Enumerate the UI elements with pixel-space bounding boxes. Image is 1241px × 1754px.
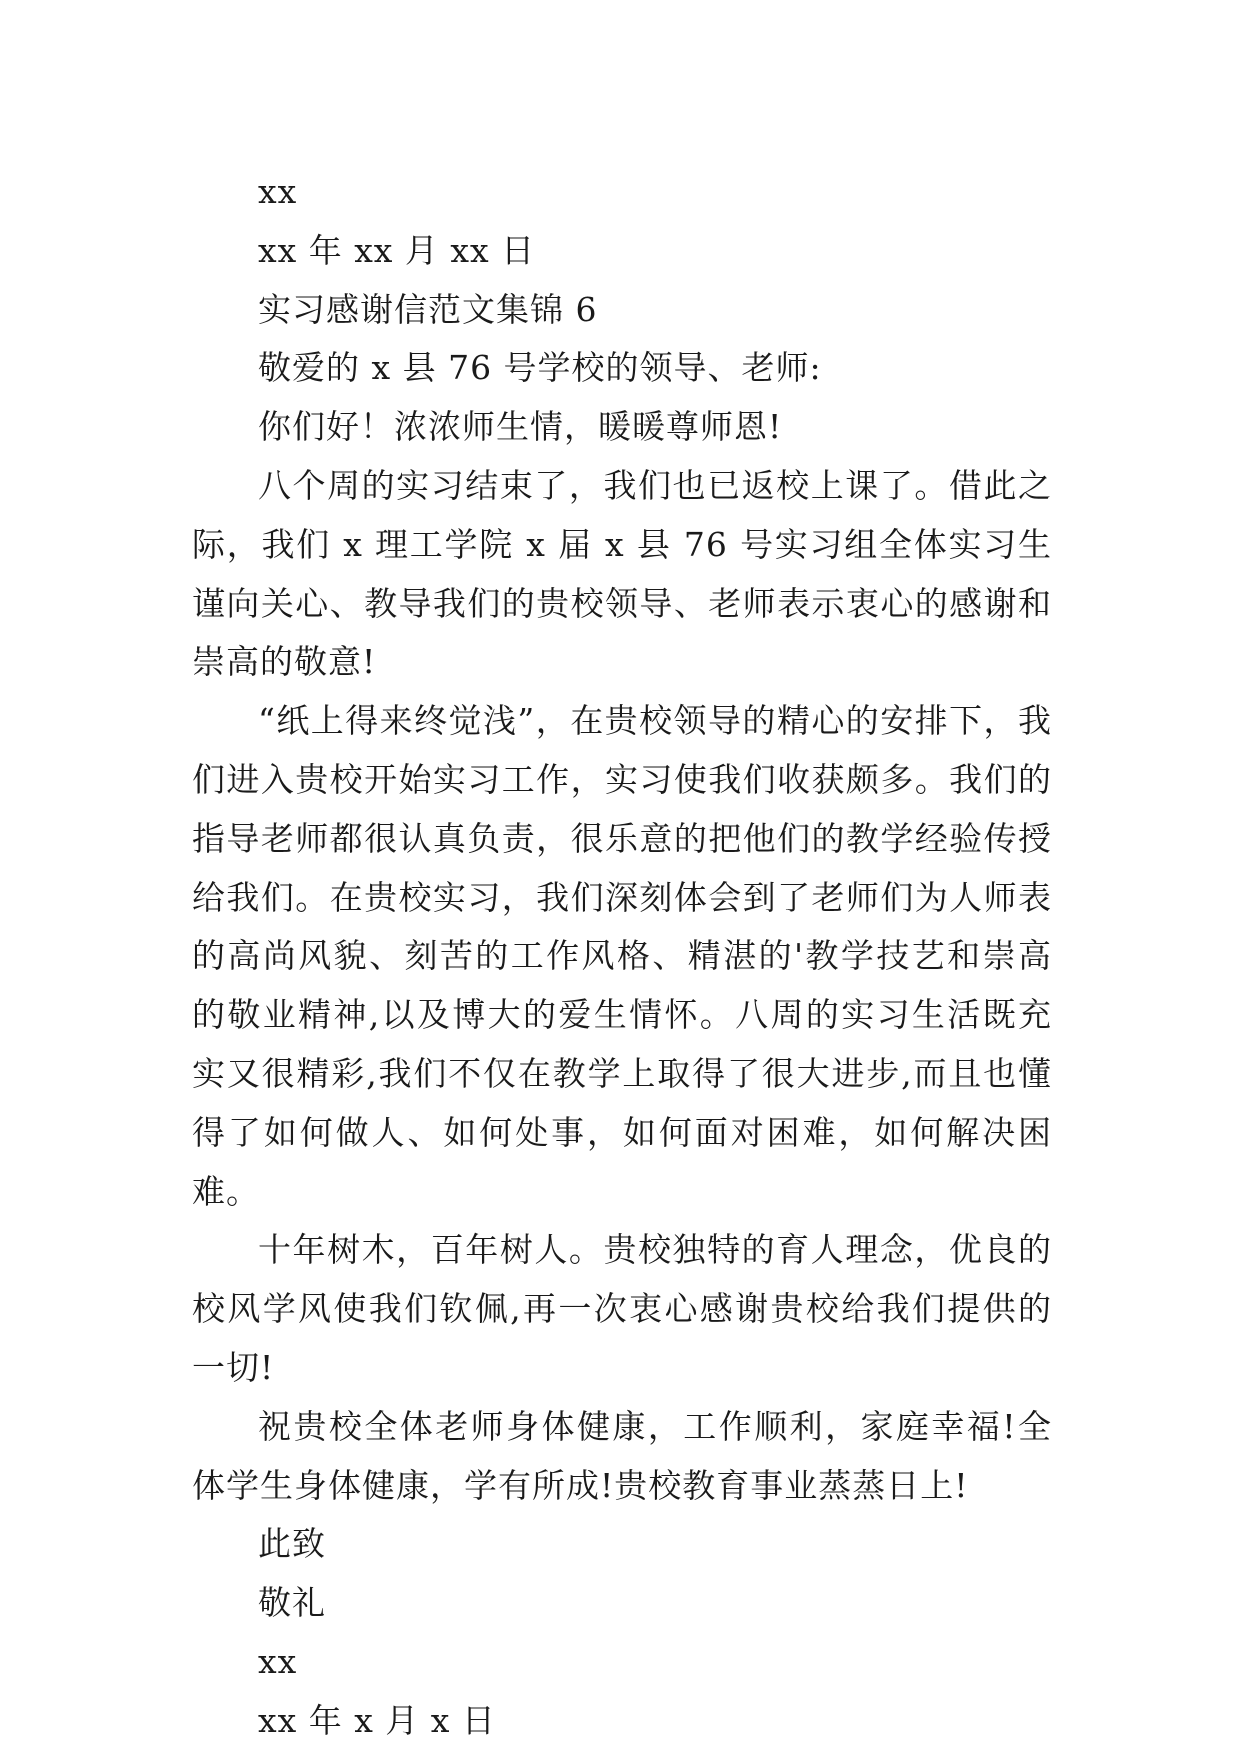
salutation: 敬爱的 x 县 76 号学校的领导、老师: xyxy=(258,348,822,388)
paragraph: 十年树木，百年树人。贵校独特的育人理念，优良的校风学风使我们钦佩,再一次衷心感谢贵校给我们提供的一切! xyxy=(192,1230,1052,1387)
signature-date: xx 年 x 月 x 日 xyxy=(258,1700,496,1740)
paragraph: 祝贵校全体老师身体健康，工作顺利，家庭幸福!全体学生身体健康，学有所成!贵校教育事业蒸蒸日上! xyxy=(192,1406,1052,1505)
letter-title: 实习感谢信范文集锦 6 xyxy=(258,289,598,329)
closing-line-2: 敬礼 xyxy=(258,1583,326,1623)
sender-name: xx xyxy=(258,172,298,211)
closing-line-1: 此致 xyxy=(258,1524,326,1564)
paragraph: 八个周的实习结束了，我们也已返校上课了。借此之际，我们 x 理工学院 x 届 x 县 76 号实习组全体实习生谨向关心、教导我们的贵校领导、老师表示衷心的感谢和崇高的敬意! xyxy=(192,465,1052,682)
signature: xx xyxy=(258,1641,298,1681)
paragraph: “纸上得来终觉浅”，在贵校领导的精心的安排下，我们进入贵校开始实习工作，实习使我们收获颇多。我们的指导老师都很认真负责，很乐意的把他们的教学经验传授给我们。在贵校实习，我们深刻体会到了老师们为人师表的高尚风貌、刻苦的工作风格、精湛的'教学技艺和崇高的敬业精神,以及博大的爱生情怀。八周的实习生活既充实又很精彩,我们不仅在教学上取得了很大进步,而且也懂得了如何做人、如何处事，如何面对困难，如何解决困难。 xyxy=(192,701,1052,1211)
letter-body xyxy=(192,163,1052,1751)
header-date: xx 年 xx 月 xx 日 xyxy=(258,230,536,270)
greeting: 你们好！浓浓师生情，暖暖尊师恩! xyxy=(258,407,783,447)
